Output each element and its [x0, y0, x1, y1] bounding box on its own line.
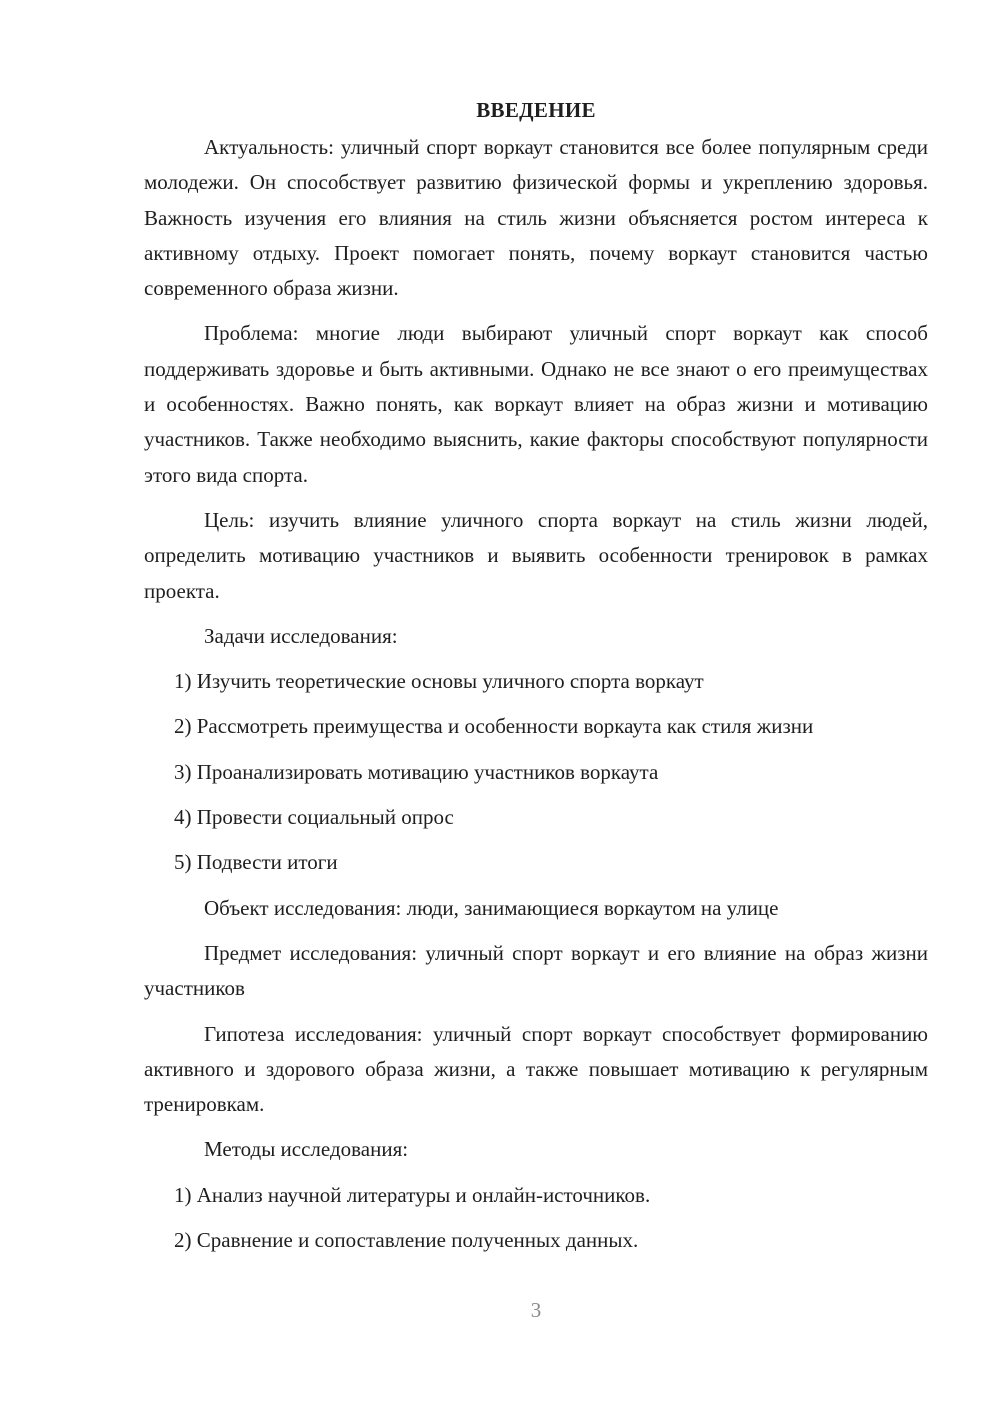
method-item-1: 1) Анализ научной литературы и онлайн-источников. [174, 1182, 651, 1207]
goal-paragraph: Цель: изучить влияние уличного спорта воркаут на стиль жизни людей, определить мотивацию участников и выявить особенности тренировок в рамках проекта. [144, 507, 928, 603]
task-item-1: 1) Изучить теоретические основы уличного спорта воркаут [174, 669, 704, 694]
methods-title: Методы исследования: [204, 1137, 409, 1162]
page-number: 3 [530, 1298, 542, 1322]
page-content [144, 96, 928, 1268]
problem-paragraph: Проблема: многие люди выбирают уличный спорт воркаут как способ поддерживать здоровье и быть активными. Однако не все знают о его преимуществах и особенностях. Важно понять, как воркаут влияет на образ жизни и мотивацию участников. Также необходимо выяснить, какие факторы способствуют популярности этого вида спорта. [144, 321, 928, 487]
research-hypothesis: Гипотеза исследования: уличный спорт воркаут способствует формированию активного и здорового образа жизни, а также повышает мотивацию к регулярным тренировкам. [144, 1021, 928, 1117]
research-object: Объект исследования: люди, занимающиеся воркаутом на улице [204, 895, 779, 920]
relevance-paragraph: Актуальность: уличный спорт воркаут становится все более популярным среди молодежи. Он способствует развитию физической формы и укреплению здоровья. Важность изучения его влияния на стиль жизни объясняется ростом интереса к активному отдыху. Проект помогает понять, почему воркаут становится частью современного образа жизни. [144, 135, 928, 301]
task-item-4: 4) Провести социальный опрос [174, 805, 454, 830]
method-item-2: 2) Сравнение и сопоставление полученных данных. [174, 1228, 639, 1253]
task-item-2: 2) Рассмотреть преимущества и особенности воркаута как стиля жизни [174, 714, 814, 739]
research-subject: Предмет исследования: уличный спорт воркаут и его влияние на образ жизни участников [144, 940, 928, 1001]
task-item-3: 3) Проанализировать мотивацию участников воркаута [174, 759, 659, 784]
tasks-title: Задачи исследования: [204, 623, 398, 648]
task-item-5: 5) Подвести итоги [174, 850, 338, 875]
section-heading: ВВЕДЕНИЕ [476, 98, 596, 122]
